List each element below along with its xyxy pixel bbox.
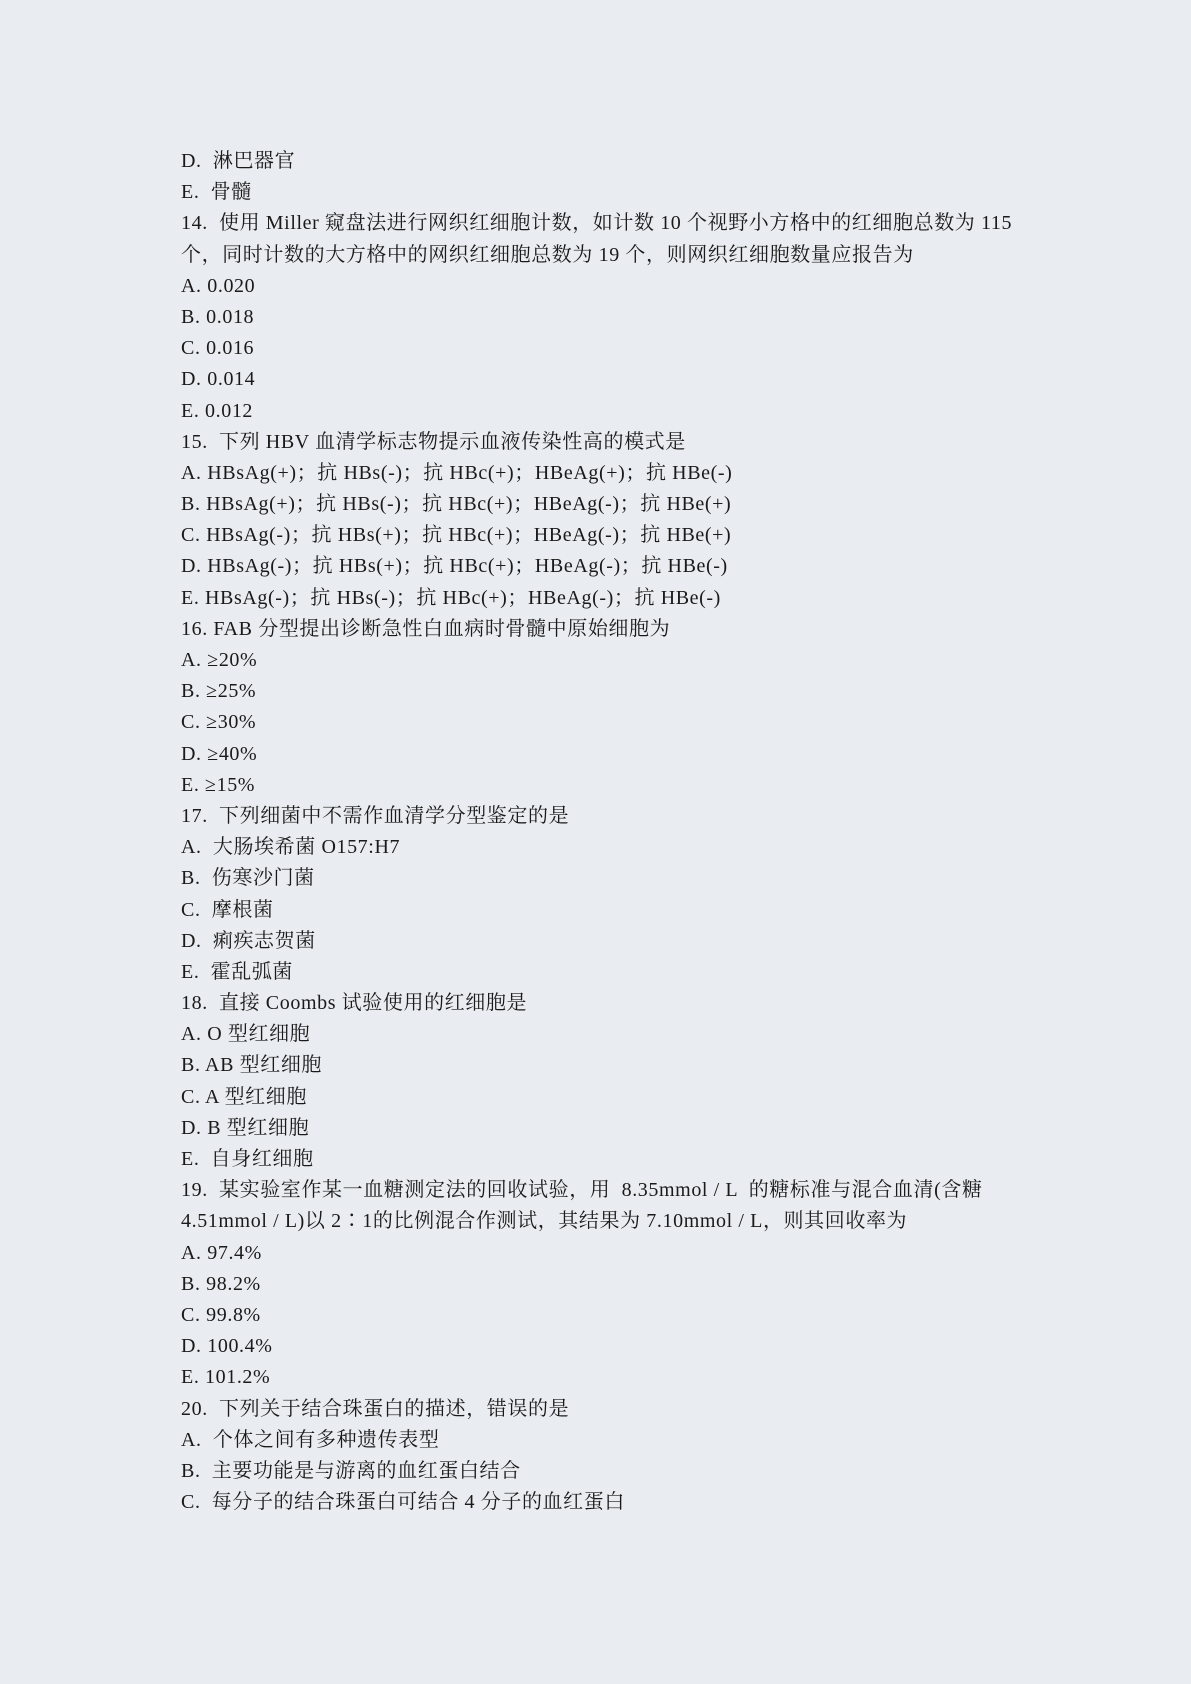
text-line: 17. 下列细菌中不需作血清学分型鉴定的是 [181,804,570,827]
text-line: D. 痢疾志贺菌 [181,929,316,952]
text-line: E. 101.2% [181,1366,271,1389]
text-line: C. A 型红细胞 [181,1085,307,1108]
text-line: C. ≥30% [181,711,257,734]
text-line: D. B 型红细胞 [181,1116,310,1139]
text-line: B. ≥25% [181,680,257,703]
text-line: E. ≥15% [181,773,256,796]
text-line: 18. 直接 Coombs 试验使用的红细胞是 [181,992,528,1015]
text-line: C. 99.8% [181,1303,261,1326]
text-line: D. 淋巴器官 [181,150,296,172]
text-line: B. AB 型红细胞 [181,1054,323,1077]
text-line: E. HBsAg(-)；抗 HBs(-)；抗 HBc(+)；HBeAg(-)；抗 HBe(-) [181,586,721,609]
text-line: D. ≥40% [181,742,258,765]
question-text-block [181,146,1011,1518]
text-line: B. 主要功能是与游离的血红蛋白结合 [181,1459,521,1482]
text-line: E. 骨髓 [181,181,252,204]
text-line: E. 0.012 [181,399,254,422]
text-line: D. HBsAg(-)；抗 HBs(+)；抗 HBc(+)；HBeAg(-)；抗 HBe(-) [181,555,728,578]
text-line: 4.51mmol / L)以 2∶1的比例混合作测试，其结果为 7.10mmol / L，则其回收率为 [181,1210,908,1233]
text-line: D. 0.014 [181,368,256,391]
text-line: C. 每分子的结合珠蛋白可结合 4 分子的血红蛋白 [181,1491,625,1514]
text-line: B. 0.018 [181,305,255,328]
text-line: C. 0.016 [181,337,255,360]
text-line: 15. 下列 HBV 血清学标志物提示血液传染性高的模式是 [181,430,686,453]
text-line: B. 98.2% [181,1272,261,1295]
text-line: E. 霍乱弧菌 [181,960,294,983]
text-line: C. HBsAg(-)；抗 HBs(+)；抗 HBc(+)；HBeAg(-)；抗 HBe(+) [181,524,732,547]
text-line: A. 个体之间有多种遗传表型 [181,1428,440,1451]
text-line: A. 0.020 [181,274,256,297]
text-line: B. 伤寒沙门菌 [181,867,315,890]
text-line: A. HBsAg(+)；抗 HBs(-)；抗 HBc(+)；HBeAg(+)；抗 HBe(-) [181,461,733,484]
text-line: A. ≥20% [181,649,258,671]
text-line: D. 100.4% [181,1335,273,1358]
text-line: 19. 某实验室作某一血糖测定法的回收试验，用 8.35mmol / L 的糖标准与混合血清(含糖 [181,1179,983,1202]
text-line: A. O 型红细胞 [181,1023,311,1046]
text-line: E. 自身红细胞 [181,1148,314,1170]
text-line: A. 97.4% [181,1241,262,1264]
text-line: 16. FAB 分型提出诊断急性白血病时骨髓中原始细胞为 [181,617,671,640]
text-line: A. 大肠埃希菌 O157:H7 [181,836,401,859]
text-line: 20. 下列关于结合珠蛋白的描述，错误的是 [181,1397,570,1420]
text-line: B. HBsAg(+)；抗 HBs(-)；抗 HBc(+)；HBeAg(-)；抗 HBe(+) [181,493,732,516]
text-line: C. 摩根菌 [181,898,274,921]
text-line: 14. 使用 Miller 窥盘法进行网织红细胞计数，如计数 10 个视野小方格中的红细胞总数为 115 [181,212,1013,235]
text-line: 个，同时计数的大方格中的网织红细胞总数为 19 个，则网织红细胞数量应报告为 [181,243,914,266]
